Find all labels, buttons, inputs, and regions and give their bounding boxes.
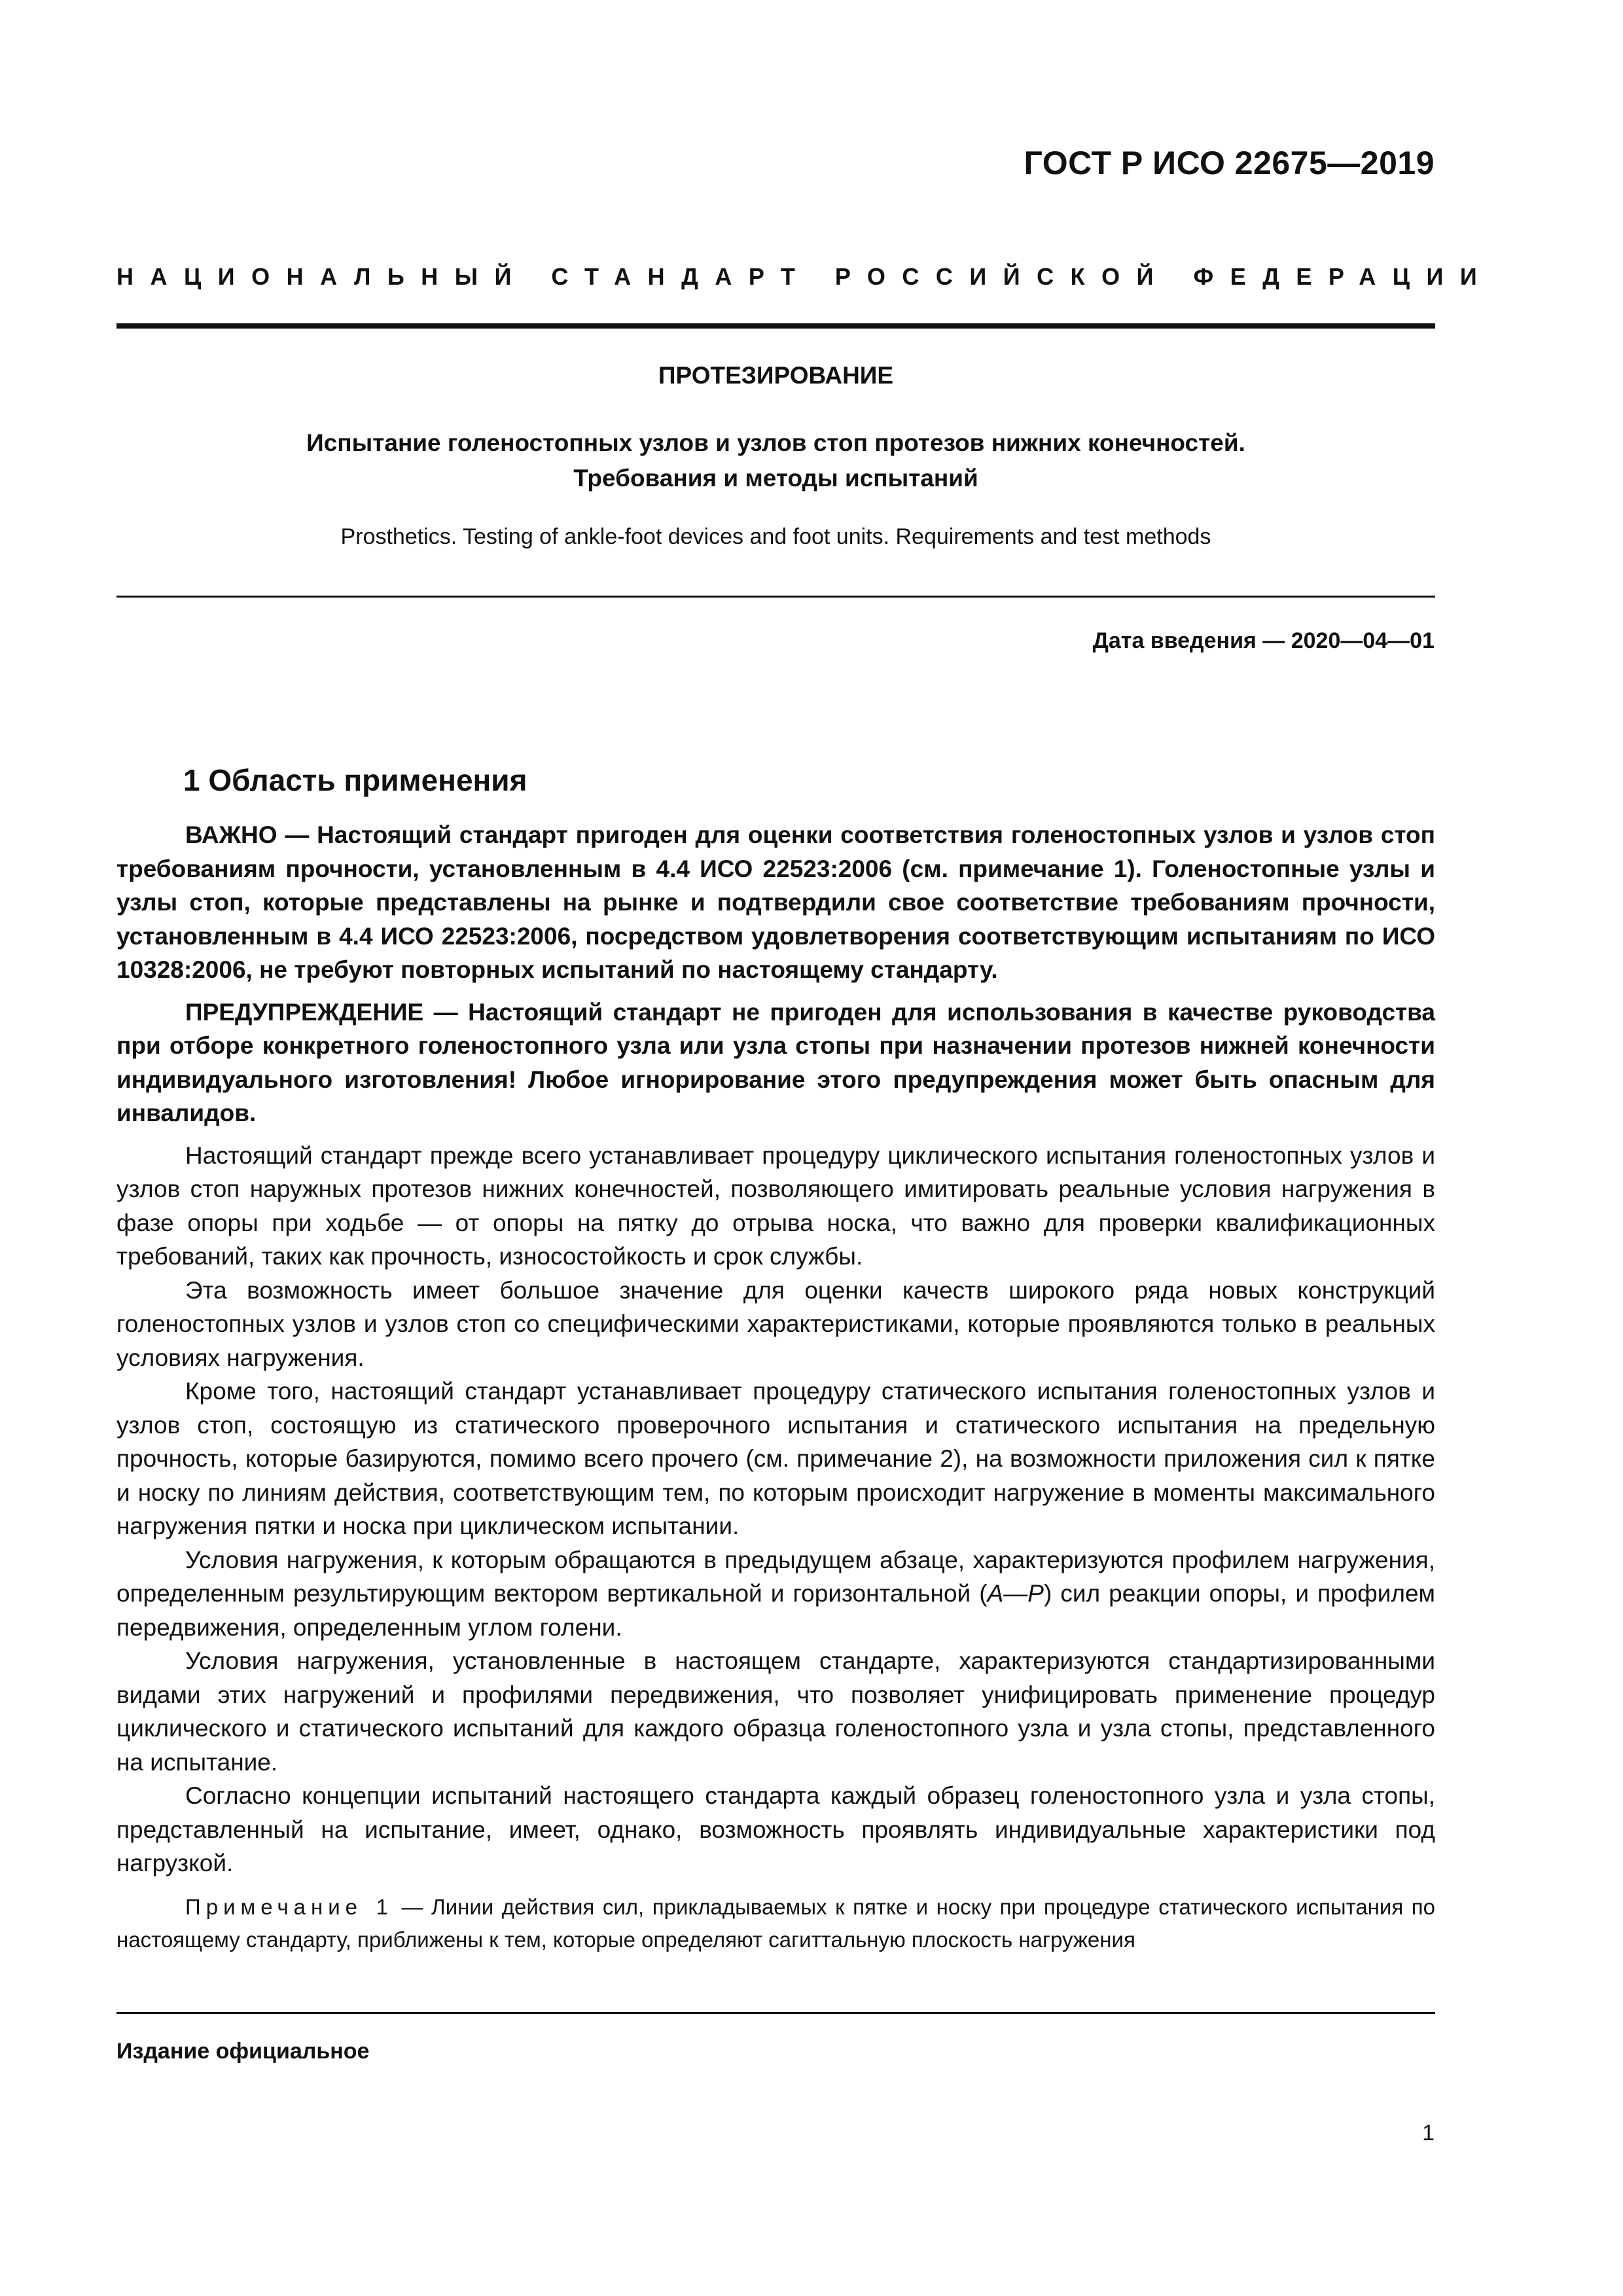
section-body (116, 818, 1435, 1956)
subtitle-line-1: Испытание голеностопных узлов и узлов стоп протезов нижних конечностей. (306, 429, 1245, 456)
body-paragraph: Согласно концепции испытаний настоящего стандарта каждый образец голеностопного узла и узла стопы, представленный на испытание, имеет, однако, возможность проявлять индивидуальные характеристики под нагрузкой. (116, 1782, 1435, 1876)
document-title: ПРОТЕЗИРОВАНИЕ (658, 362, 894, 389)
title-divider (116, 596, 1435, 598)
edition-label: Издание официальное (116, 2039, 370, 2064)
load-text-start: Условия нагружения, к которым обращаются в предыдущем абзаце, характеризуются профилем нагружения, определенным результирующим вектором вертикальной и горизонтальной ( (116, 1546, 1435, 1607)
load-symbol-p: P (1027, 1580, 1044, 1607)
national-standard-banner: НАЦИОНАЛЬНЫЙ СТАНДАРТ РОССИЙСКОЙ ФЕДЕРАЦИИ (116, 263, 1494, 290)
load-symbol-a: A (987, 1580, 1004, 1607)
note-paragraph (116, 1891, 1435, 1956)
footer-divider (116, 2012, 1435, 2014)
body-paragraph: Настоящий стандарт прежде всего устанавливает процедуру циклического испытания голеностопных узлов и узлов стоп наружных протезов нижних конечностей, позволяющего имитировать реальные условия нагружения в фазе опоры при ходьбе — от опоры на пятку до отрыва носка, что важно для проверки квалификационных требований, таких как прочность, износостойкость и срок службы. (116, 1141, 1435, 1270)
note-text: — Линии действия сил, прикладываемых к пятке и носку при процедуре статического испытания по настоящему стандарту, приближены к тем, которые определяют сагиттальную плоскость нагружения (116, 1894, 1435, 1952)
load-conditions-paragraph (116, 1543, 1435, 1645)
section-heading: 1 Область применения (183, 763, 527, 797)
subtitle-line-2: Требования и методы испытаний (573, 465, 978, 492)
english-title: Prosthetics. Testing of ankle-foot devices and foot units. Requirements and test methods (340, 524, 1211, 549)
load-text-end: ) сил реакции опоры, и профилем передвижения, определенным углом голени. (116, 1580, 1435, 1641)
important-paragraph: ВАЖНО — Настоящий стандарт пригоден для оценки соответствия голеностопных узлов и узлов стоп требованиям прочности, установленным в 4.4 ИСО 22523:2006 (см. примечание 1). Голеностопные узлы и узлы стоп, которые представлены на рынке и подтвердили свое соответствие требованиям прочности, установленным в 4.4 ИСО 22523:2006, посредством удовлетворения соответствующим испытаниям по ИСО 10328:2006, не требуют повторных испытаний по настоящему стандарту. (116, 821, 1435, 983)
document-subtitle (116, 425, 1435, 496)
top-divider (116, 323, 1435, 329)
standard-code: ГОСТ Р ИСО 22675—2019 (1024, 145, 1435, 181)
body-paragraph: Кроме того, настоящий стандарт устанавливает процедуру статического испытания голеностопных узлов и узлов стоп, состоящую из статического проверочного испытания и статического испытания на предельную прочность, которые базируются, помимо всего прочего (см. примечание 2), на возможности приложения сил к пятке и носку по линиям действия, соответствующим тем, по которым происходит нагружение в моменты максимального нагружения пятки и носка при циклическом испытании. (116, 1378, 1435, 1539)
body-paragraph: Эта возможность имеет большое значение для оценки качеств широкого ряда новых конструкций голеностопных узлов и узлов стоп со специфическими характеристиками, которые проявляются только в реальных условиях нагружения. (116, 1276, 1435, 1371)
warning-paragraph: ПРЕДУПРЕЖДЕНИЕ — Настоящий стандарт не пригоден для использования в качестве руководства при отборе конкретного голеностопного узла или узла стопы при назначении протезов нижней конечности индивидуального изготовления! Любое игнорирование этого предупреждения может быть опасным для инвалидов. (116, 998, 1435, 1126)
body-paragraph: Условия нагружения, установленные в настоящем стандарте, характеризуются стандартизированными видами этих нагружений и профилями передвижения, что позволяет унифицировать применение процедур циклического и статического испытаний для каждого образца голеностопного узла и узла стопы, представленного на испытание. (116, 1647, 1435, 1776)
load-dash: — (1003, 1580, 1028, 1607)
note-label: Примечание 1 (185, 1894, 393, 1919)
page-number: 1 (1422, 2121, 1435, 2145)
introduction-date: Дата введения — 2020—04—01 (1092, 628, 1435, 653)
